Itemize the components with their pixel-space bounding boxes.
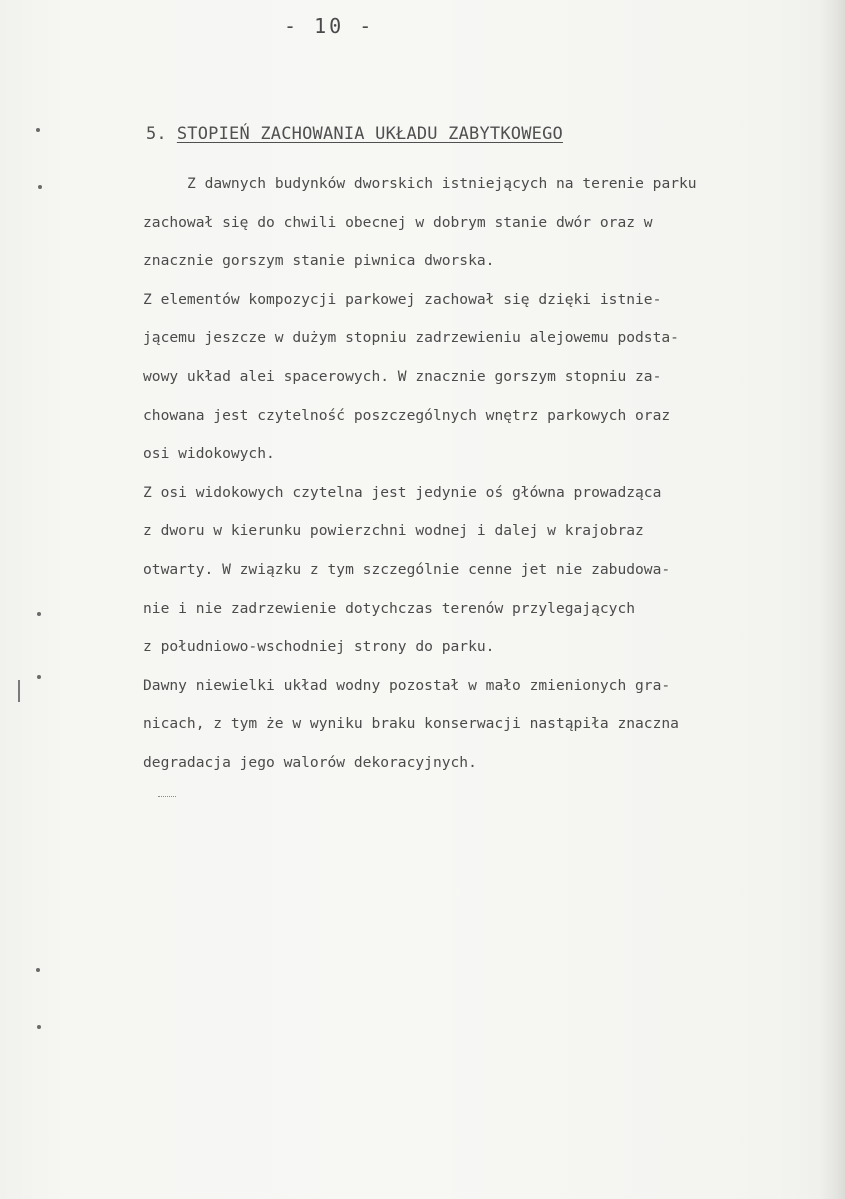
scan-mark xyxy=(18,680,20,702)
text-line: degradacja jego walorów dekoracyjnych. xyxy=(143,753,477,771)
text-line: wowy układ alei spacerowych. W znacznie gorszym stopniu za- xyxy=(143,367,662,385)
text-line: Dawny niewielki układ wodny pozostał w mało zmienionych gra- xyxy=(143,676,671,694)
text-line: zachował się do chwili obecnej w dobrym stanie dwór oraz w xyxy=(143,213,653,231)
text-line: Z elementów kompozycji parkowej zachował się dzięki istnie- xyxy=(143,290,662,308)
section-number: 5. xyxy=(146,124,167,144)
scan-dot xyxy=(37,612,41,616)
page-number: - 10 - xyxy=(284,14,375,38)
text-line: znacznie gorszym stanie piwnica dworska. xyxy=(143,252,495,270)
text-line: jącemu jeszcze w dużym stopniu zadrzewieniu alejowemu podsta- xyxy=(143,329,679,347)
section-heading xyxy=(146,124,563,144)
text-line: z południowo-wschodniej strony do parku. xyxy=(143,638,495,656)
scan-dot xyxy=(37,675,41,679)
text-line: otwarty. W związku z tym szczególnie cenne jet nie zabudowa- xyxy=(143,560,671,578)
text-line: Z osi widokowych czytelna jest jedynie oś główna prowadząca xyxy=(143,483,662,501)
text-line: z dworu w kierunku powierzchni wodnej i dalej w krajobraz xyxy=(143,522,644,540)
text-line: nicach, z tym że w wyniku braku konserwacji nastąpiła znaczna xyxy=(143,715,679,733)
section-title: STOPIEŃ ZACHOWANIA UKŁADU ZABYTKOWEGO xyxy=(176,124,563,144)
text-line: Z dawnych budynków dworskich istniejących na terenie parku xyxy=(187,175,697,192)
body-text xyxy=(143,172,833,790)
text-line: chowana jest czytelność poszczególnych wnętrz parkowych oraz xyxy=(143,406,671,424)
scan-dot xyxy=(36,128,40,132)
text-line: nie i nie zadrzewienie dotychczas terenów przylegających xyxy=(143,599,636,617)
text-line: osi widokowych. xyxy=(143,445,275,463)
scan-dot xyxy=(38,185,42,189)
scan-dot xyxy=(36,968,40,972)
scan-mark xyxy=(158,796,176,800)
scan-dot xyxy=(37,1025,41,1029)
